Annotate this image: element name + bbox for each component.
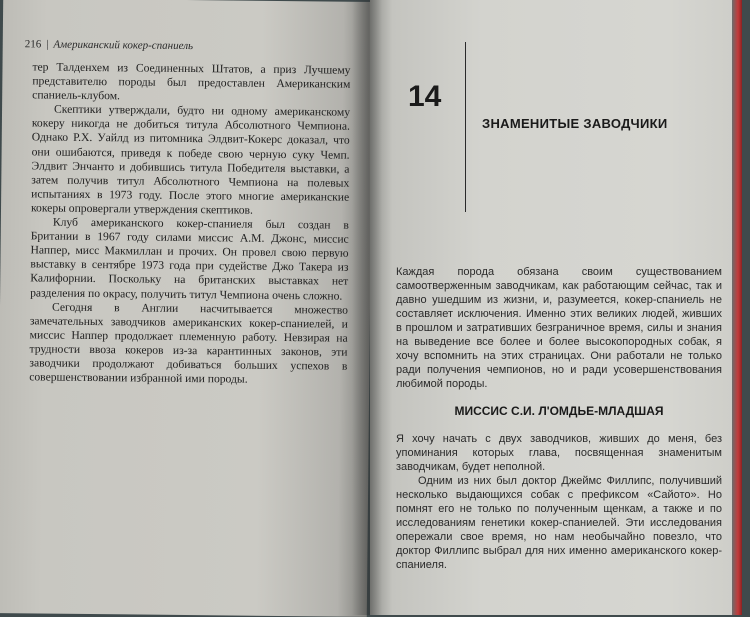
- chapter-title: ЗНАМЕНИТЫЕ ЗАВОДЧИКИ: [482, 116, 668, 131]
- running-title: Американский кокер-спаниель: [53, 38, 194, 53]
- right-page-text: [396, 432, 722, 572]
- page-number: 216: [24, 38, 42, 51]
- left-paragraph: Клуб американского кокер-спаниеля был создан в Британии в 1967 году силами миссис А.М. Джонс, миссис Наппер, мисс Макмиллан и прочих. Он провел свою первую выставку в сентябре 1973 года при судействе Джо Такера из Калифорнии. Поскольку на британских выставках нет разделения по окрасу, получить титул Чемпиона очень сложно.: [30, 215, 349, 303]
- section-heading: МИССИС С.И. Л'ОМДЬЕ-МЛАДШАЯ: [454, 404, 664, 418]
- chapter-divider: [465, 42, 466, 212]
- left-paragraph: тер Талденхем из Соединенных Штатов, а приз Лучшему представителю породы был предоставлен Американским спаниель-клубом.: [32, 60, 351, 103]
- left-page: [0, 0, 373, 617]
- intro-paragraph: Каждая порода обязана своим существованием самоотверженным заводчикам, как работающим сейчас, так и давно ушедшим из жизни, и, разумеется, кокер-спаниель не составляет исключения. Именно этих великих людей, живших в прошлом и затративших безграничное время, силы и знания на выведение все более и более высокопородных собак, я хочу вспомнить на этих страницах. Они работали не только ради получения чемпионов, но и ради усовершенствования любимой породы.: [396, 266, 722, 390]
- running-head: [25, 38, 193, 52]
- left-page-text: [29, 60, 350, 387]
- right-paragraph: Одним из них был доктор Джеймс Филлипс, получивший несколько выдающихся собак с префиксом «Сайото». Но помнят его не только по полученным щенкам, а также и по исследованиям генетики кокер-спаниелей. Эти исследования опережали свое время, но нам необычайно повезло, что доктор Филлипс выбрал для них именно американского кокер-спаниеля.: [396, 475, 722, 571]
- left-paragraph: Сегодня в Англии насчитывается множество замечательных заводчиков американских кокер-спаниелей, и миссис Наппер продолжает племенную работу. Невзирая на трудности ввоза кокеров из-за карантинных законов, эти заводчики продолжают добиваться больших успехов в совершенствовании избранной ими породы.: [29, 300, 349, 386]
- chapter-intro: [396, 265, 722, 391]
- book-edge: [732, 0, 742, 615]
- chapter-number: 14: [408, 80, 442, 113]
- left-paragraph: Скептики утверждали, будто ни одному американскому кокеру никогда не добиться титула Абсолютного Чемпиона. Однако Р.Х. Уайлд из питомника Элдвит-Кокерс доказал, что они ошибаются, приведя к победе свою черную суку Чемп. Элдвит Энчанто и добившись титула Победителя выставки, а затем получив титул Абсолютного Чемпиона на полевых испытаниях в 1973 году. После этого многие американские кокеры опровергали утверждения скептиков.: [30, 102, 351, 217]
- right-paragraph: Я хочу начать с двух заводчиков, живших до меня, без упоминания которых глава, посвященная знаменитым заводчикам, будет неполной.: [396, 433, 722, 473]
- running-head-separator: |: [46, 38, 49, 51]
